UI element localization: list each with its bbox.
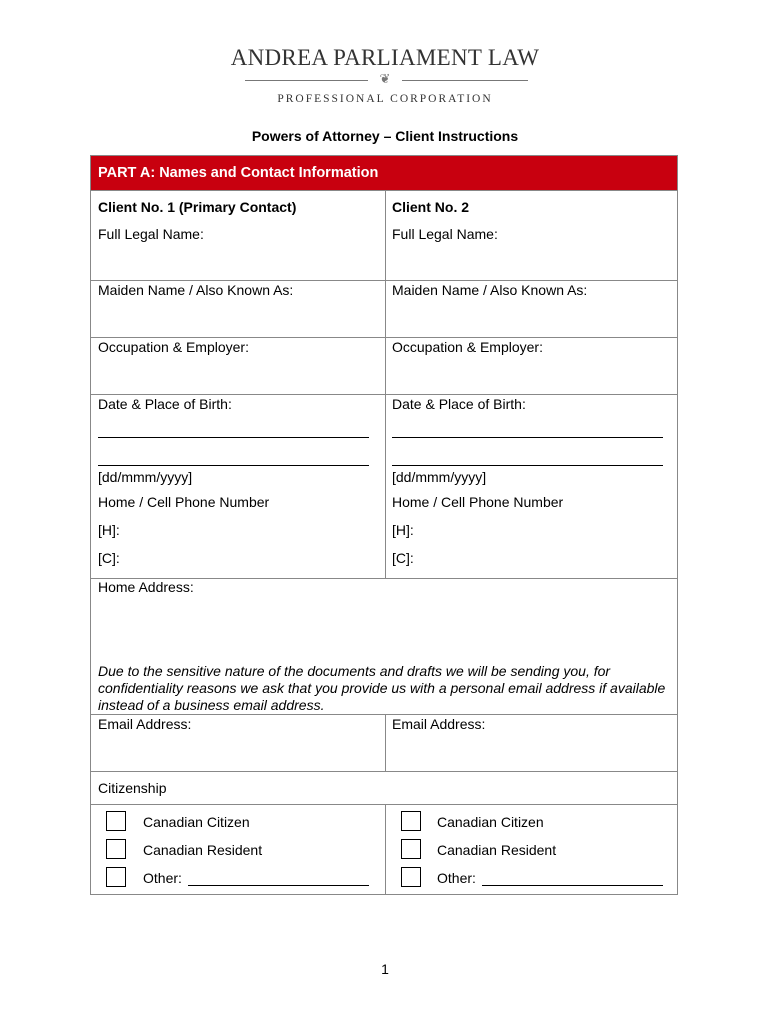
ornament-icon: ❦ [368,71,402,89]
client-1-birth-label: Date & Place of Birth: [98,396,232,412]
client-2-birth-date-line[interactable] [392,465,663,466]
column-divider [385,714,386,771]
client-2-birth-line[interactable] [392,437,663,438]
firm-name: ANDREA PARLIAMENT LAW [230,45,540,70]
client-1-canadian-citizen-checkbox[interactable] [106,811,126,831]
home-address-label: Home Address: [98,579,194,595]
row-divider [91,337,677,338]
row-divider [91,804,677,805]
client-1-canadian-resident-checkbox[interactable] [106,839,126,859]
client-2-heading: Client No. 2 [392,199,470,215]
client-1-phone-home-label: [H]: [98,522,120,538]
client-1-heading: Client No. 1 (Primary Contact) [98,199,297,215]
client-1-maiden-name-label: Maiden Name / Also Known As: [98,282,294,298]
column-divider [385,190,386,578]
document-title: Powers of Attorney – Client Instructions [251,128,519,144]
client-2-canadian-citizen-checkbox[interactable] [401,811,421,831]
client-2-other-label: Other: [437,870,476,886]
client-1-email-label: Email Address: [98,716,192,732]
row-divider [91,771,677,772]
citizenship-label: Citizenship [98,780,167,796]
column-divider [385,804,386,895]
client-1-birth-line[interactable] [98,437,369,438]
client-2-other-line[interactable] [482,885,663,886]
client-1-other-checkbox[interactable] [106,867,126,887]
client-1-date-format: [dd/mmm/yyyy] [98,469,193,485]
row-divider [91,394,677,395]
client-2-date-format: [dd/mmm/yyyy] [392,469,487,485]
client-2-phone-heading: Home / Cell Phone Number [392,494,564,510]
client-2-phone-cell-label: [C]: [392,550,414,566]
client-2-full-legal-name-label: Full Legal Name: [392,226,498,242]
firm-subtitle: PROFESSIONAL CORPORATION [277,93,493,105]
client-1-other-label: Other: [143,870,182,886]
client-2-canadian-resident-checkbox[interactable] [401,839,421,859]
email-note: Due to the sensitive nature of the documents and drafts we will be sending you, for confidentiality reasons we ask that you provide us with a personal email address if available instead of a business email address. [98,663,666,713]
client-1-birth-date-line[interactable] [98,465,369,466]
client-1-other-line[interactable] [188,885,369,886]
client-2-canadian-resident-label: Canadian Resident [437,842,557,858]
page-number: 1 [381,961,389,977]
row-divider [91,190,677,191]
client-2-phone-home-label: [H]: [392,522,414,538]
client-2-canadian-citizen-label: Canadian Citizen [437,814,544,830]
client-1-occupation-label: Occupation & Employer: [98,339,249,355]
client-2-occupation-label: Occupation & Employer: [392,339,543,355]
letterhead [0,44,770,105]
client-2-other-checkbox[interactable] [401,867,421,887]
client-1-full-legal-name-label: Full Legal Name: [98,226,204,242]
client-1-phone-cell-label: [C]: [98,550,120,566]
client-2-maiden-name-label: Maiden Name / Also Known As: [392,282,588,298]
part-a-form [90,155,678,895]
row-divider [91,280,677,281]
part-a-header: PART A: Names and Contact Information [91,156,677,190]
client-2-birth-label: Date & Place of Birth: [392,396,526,412]
client-1-canadian-citizen-label: Canadian Citizen [143,814,250,830]
client-2-email-label: Email Address: [392,716,486,732]
client-1-canadian-resident-label: Canadian Resident [143,842,263,858]
row-divider [91,714,677,715]
client-1-phone-heading: Home / Cell Phone Number [98,494,270,510]
